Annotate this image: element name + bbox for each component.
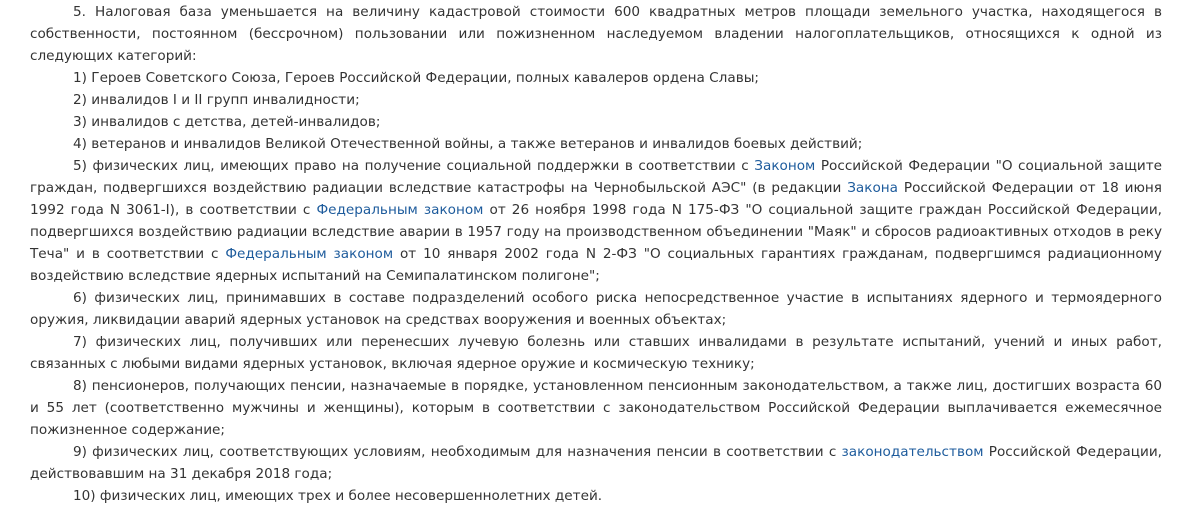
document-body — [30, 1, 1162, 507]
link-pension-legislation[interactable]: законодательством — [841, 444, 984, 460]
list-item-8 — [30, 375, 1162, 441]
list-item-text: 7) физических лиц, получивших или перенесших лучевую болезнь или ставших инвалидами в результате испытаний, учений и иных работ, связанных с любыми видами ядерных установок, включая ядерное оружие и космическую технику; — [30, 334, 1162, 372]
list-item-7 — [30, 331, 1162, 375]
list-item-text: Российской Федерации, действовавшим на 31 декабря 2018 года; — [30, 444, 1162, 482]
list-item-text: 6) физических лиц, принимавших в составе подразделений особого риска непосредственное участие в испытаниях ядерного и термоядерного оружия, ликвидации аварий ядерных установок на средствах вооружения и военных объектах; — [30, 290, 1162, 328]
list-item-text: 4) ветеранов и инвалидов Великой Отечественной войны, а также ветеранов и инвалидов боевых действий; — [73, 136, 863, 152]
list-item-1 — [30, 67, 1162, 89]
list-item-3 — [30, 111, 1162, 133]
list-item-text: 10) физических лиц, имеющих трех и более несовершеннолетних детей. — [73, 488, 603, 504]
list-item-text: 9) физических лиц, соответствующих условиям, необходимым для назначения пенсии в соответствии с — [73, 444, 842, 460]
list-item-10 — [30, 485, 1162, 507]
list-item-text: от 26 ноября 1998 года N 175-ФЗ "О социальной защите граждан Российской Федерации, подвергшихся воздействию радиации вследствие аварии в 1957 году на производственном объединении "Маяк" и сбросов радиоактивных отходов в реку Теча" и в соответствии с — [30, 202, 1162, 262]
link-federal-law-175[interactable]: Федеральным законом — [316, 202, 484, 218]
list-item-5 — [30, 155, 1162, 287]
list-item-text: от 10 января 2002 года N 2-ФЗ "О социальных гарантиях гражданам, подвергшимся радиационному воздействию вследствие ядерных испытаний на Семипалатинском полигоне"; — [30, 246, 1162, 284]
list-item-text: 5) физических лиц, имеющих право на получение социальной поддержки в соответствии с — [73, 158, 755, 174]
paragraph-text: 5. Налоговая база уменьшается на величину кадастровой стоимости 600 квадратных метров площади земельного участка, находящегося в собственности, постоянном (бессрочном) пользовании или пожизненном наследуемом владении налогоплательщиков, относящихся к одной из следующих категорий: — [30, 4, 1162, 64]
list-item-9 — [30, 441, 1162, 485]
paragraph-5-main — [30, 1, 1162, 67]
list-item-2 — [30, 89, 1162, 111]
list-item-6 — [30, 287, 1162, 331]
list-item-text: 3) инвалидов с детства, детей-инвалидов; — [73, 114, 381, 130]
list-item-text: 8) пенсионеров, получающих пенсии, назначаемые в порядке, установленном пенсионным законодательством, а также лиц, достигших возраста 60 и 55 лет (соответственно мужчины и женщины), которым в соответствии с законодательством Российской Федерации выплачивается ежемесячное пожизненное содержание; — [30, 378, 1162, 438]
list-item-text: 2) инвалидов I и II групп инвалидности; — [73, 92, 360, 108]
link-chernobyl-law[interactable]: Законом — [754, 158, 816, 174]
list-item-text: Российской Федерации "О социальной защите граждан, подвергшихся воздействию радиации вследствие катастрофы на Чернобыльской АЭС" (в редакции — [30, 158, 1162, 196]
list-item-4 — [30, 133, 1162, 155]
list-item-text: Российской Федерации от 18 июня 1992 года N 3061-I), в соответствии с — [30, 180, 1162, 218]
link-law-1992[interactable]: Закона — [847, 180, 898, 196]
link-federal-law-2[interactable]: Федеральным законом — [225, 246, 394, 262]
list-item-text: 1) Героев Советского Союза, Героев Российской Федерации, полных кавалеров ордена Славы; — [73, 70, 760, 86]
